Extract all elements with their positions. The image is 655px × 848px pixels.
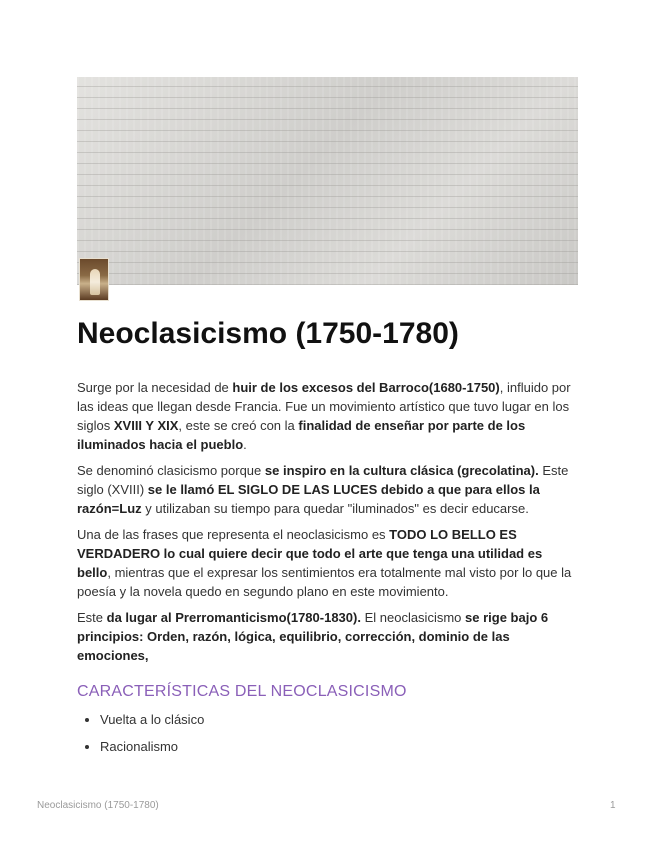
- text-run: Una de las frases que representa el neoclasicismo es: [77, 527, 390, 542]
- text-run: Este siglo (XVIII): [77, 463, 569, 497]
- footer-title: Neoclasicismo (1750-1780): [37, 800, 159, 811]
- cover-image: [77, 77, 578, 285]
- paragraph: [77, 525, 577, 601]
- paragraph: [77, 608, 577, 665]
- bold-text: huir de los excesos del Barroco(1680-1750): [232, 380, 500, 395]
- text-run: El neoclasicismo: [360, 610, 466, 625]
- text-run: , mientras que el expresar los sentimientos era totalmente mal visto por lo que la poesía y la novela quedo en segundo plano en este movimiento.: [77, 565, 572, 599]
- bold-text: da lugar al Prerromanticismo(1780-1830).: [106, 610, 361, 625]
- bold-text: finalidad de enseñar por parte de los iluminados hacia el pueblo: [77, 418, 526, 452]
- bold-text: se rige bajo 6 principios: Orden, razón, lógica, equilibrio, corrección, dominio de las emociones,: [77, 610, 549, 663]
- list-item: • Racionalismo: [100, 737, 204, 756]
- page-number: 1: [610, 800, 616, 811]
- bold-text: XVIII Y XIX: [113, 418, 179, 433]
- text-run: .: [243, 437, 247, 452]
- text-run: Este: [77, 610, 107, 625]
- bold-text: TODO LO BELLO ES VERDADERO lo cual quiere decir que todo el arte que tenga una utilidad es bello: [77, 527, 543, 580]
- section-heading: CARACTERÍSTICAS DEL NEOCLASICISMO: [77, 683, 407, 700]
- text-run: Surge por la necesidad de: [77, 380, 233, 395]
- page-title: Neoclasicismo (1750-1780): [77, 317, 459, 350]
- painting-figure: [90, 269, 100, 295]
- bold-text: se inspiro en la cultura clásica (grecolatina).: [264, 463, 539, 478]
- characteristics-list: [77, 710, 204, 764]
- paragraph: [77, 378, 577, 454]
- text-run: y utilizaban su tiempo para quedar "iluminados" es decir educarse.: [141, 501, 529, 516]
- text-run: , influido por las ideas que llegan desde Francia. Fue un movimiento artístico que tuvo lugar en los siglos: [77, 380, 571, 433]
- paragraph: [77, 461, 577, 518]
- bold-text: se le llamó EL SIGLO DE LAS LUCES debido a que para ellos la razón=Luz: [77, 482, 540, 516]
- text-run: Se denominó clasicismo porque: [77, 463, 265, 478]
- body-text: [77, 378, 577, 672]
- author-avatar[interactable]: [79, 258, 109, 301]
- text-run: , este se creó con la: [178, 418, 299, 433]
- list-item: • Vuelta a lo clásico: [100, 710, 204, 729]
